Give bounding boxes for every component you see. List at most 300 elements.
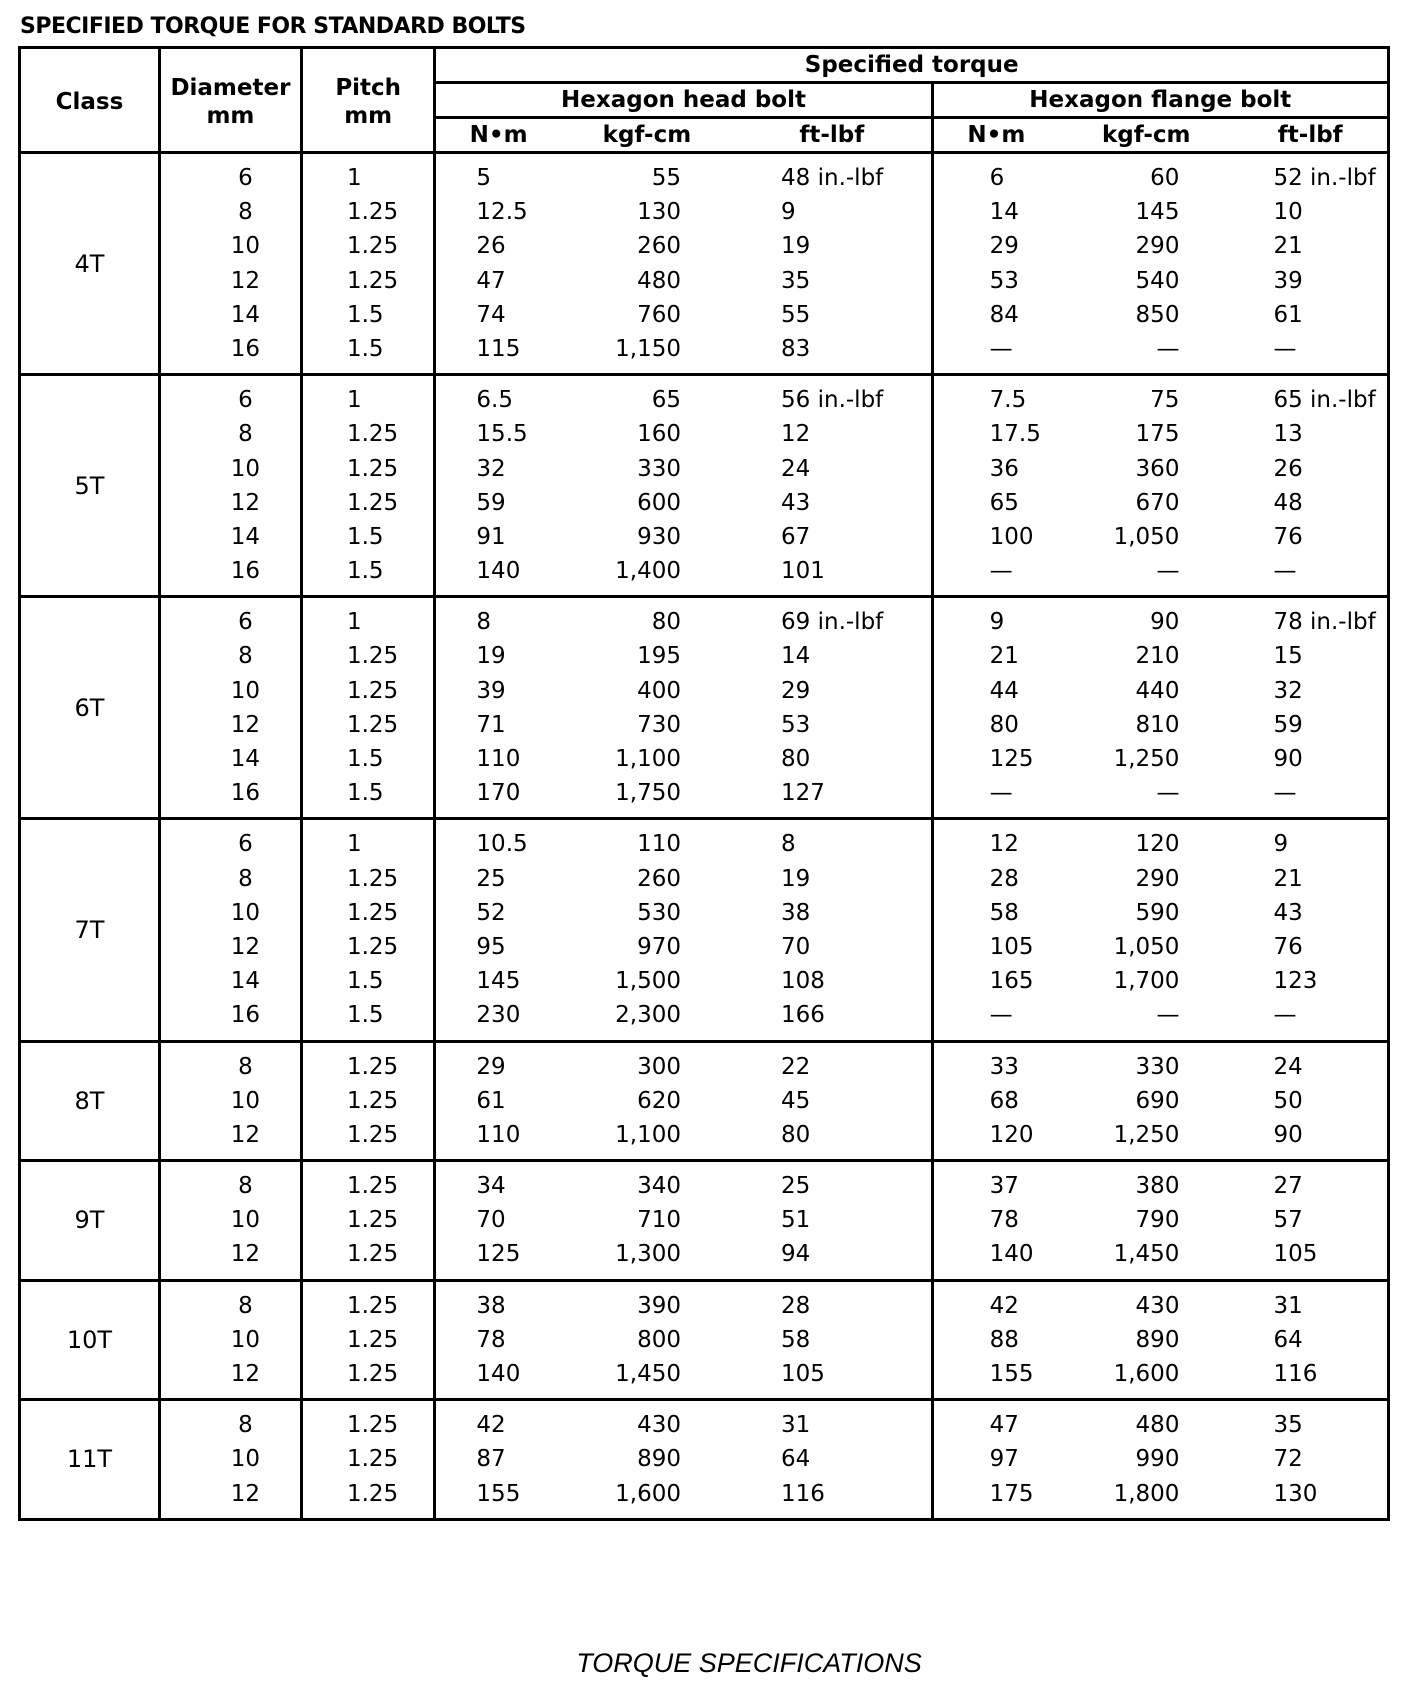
diameter-value: 6: [238, 609, 253, 636]
diameter-cell: [159, 1041, 301, 1161]
flange-nm-value: 58: [989, 899, 1019, 926]
head-nm-value: 140: [476, 1361, 521, 1387]
diameter-value: 16: [230, 335, 261, 362]
flange-ft-lbf-value: 65 in.-lbf: [1273, 387, 1376, 414]
class-cell: 9T: [20, 1161, 160, 1281]
header-hexagon-head-bolt: Hexagon head bolt: [435, 83, 932, 118]
flange-ft-lbf-value: 39: [1273, 267, 1303, 294]
head-ft-lbf-value: 101: [781, 558, 825, 585]
flange-nm-value: 9: [989, 609, 1005, 636]
pitch-value: 1: [346, 831, 362, 858]
flange-nm-value: —: [989, 1002, 1013, 1029]
flange-kgf-cm-value: 670: [1135, 489, 1180, 516]
pitch-value: 1.5: [346, 746, 384, 772]
flange-nm-cell: [932, 819, 1059, 1041]
flange-ft-lbf-value: 72: [1273, 1446, 1303, 1473]
head-nm-value: 140: [476, 558, 521, 585]
head-nm-value: 19: [476, 643, 506, 670]
diameter-value: 8: [238, 1292, 253, 1319]
head-kgf-cm-value: 890: [637, 1446, 682, 1473]
flange-kgf-cm-cell: [1059, 1041, 1233, 1161]
head-nm-value: 71: [476, 711, 506, 738]
flange-kgf-cm-value: 1,450: [1113, 1241, 1180, 1268]
head-nm-value: 32: [476, 455, 506, 482]
flange-kgf-cm-cell: [1059, 153, 1233, 375]
head-nm-cell: [435, 819, 561, 1041]
flange-ft-lbf-cell: [1233, 1041, 1388, 1161]
head-ft-lbf-value: 48 in.-lbf: [781, 165, 884, 191]
flange-ft-lbf-value: 64: [1273, 1326, 1303, 1353]
head-nm-cell: [435, 375, 561, 597]
head-nm-value: 91: [476, 523, 506, 550]
pitch-cell: [301, 153, 434, 375]
flange-nm-value: 21: [989, 643, 1019, 670]
pitch-value: 1.5: [346, 301, 384, 328]
head-ft-lbf-value: 56 in.-lbf: [781, 387, 884, 414]
head-kgf-cm-value: 1,400: [615, 558, 682, 585]
head-kgf-cm-value: 340: [637, 1173, 682, 1200]
head-nm-value: 78: [476, 1326, 506, 1353]
diameter-value: 8: [238, 643, 253, 670]
flange-ft-lbf-value: 61: [1273, 301, 1303, 328]
flange-nm-value: 29: [989, 233, 1019, 260]
diameter-value: 16: [230, 1002, 261, 1029]
pitch-value: 1.5: [346, 558, 384, 585]
table-row: [20, 1280, 1389, 1400]
pitch-cell: [301, 1400, 434, 1520]
diameter-cell: [159, 1280, 301, 1400]
flange-nm-cell: [932, 1041, 1059, 1161]
diameter-value: 10: [230, 233, 261, 260]
flange-nm-value: 140: [989, 1241, 1034, 1268]
head-kgf-cm-value: 2,300: [615, 1002, 682, 1029]
head-kgf-cm-value: 260: [637, 865, 682, 892]
head-nm-cell: [435, 1041, 561, 1161]
flange-nm-value: 44: [989, 677, 1019, 704]
flange-ft-lbf-cell: [1233, 153, 1388, 375]
flange-ft-lbf-value: —: [1273, 1002, 1297, 1029]
head-ft-lbf-value: 12: [781, 421, 811, 448]
diameter-value: 12: [230, 933, 261, 960]
head-ft-lbf-value: 64: [781, 1446, 811, 1473]
diameter-value: 10: [230, 1087, 261, 1114]
flange-nm-value: 84: [989, 301, 1019, 328]
flange-nm-value: 68: [989, 1087, 1019, 1114]
flange-nm-value: —: [989, 335, 1013, 362]
diameter-value: 8: [238, 1412, 253, 1439]
flange-kgf-cm-value: 790: [1135, 1207, 1180, 1234]
head-nm-cell: [435, 1400, 561, 1520]
head-kgf-cm-value: 1,500: [615, 968, 682, 995]
flange-kgf-cm-value: 1,050: [1113, 933, 1180, 960]
flange-nm-value: 7.5: [989, 387, 1027, 414]
flange-kgf-cm-value: 1,700: [1113, 968, 1180, 995]
head-nm-value: 230: [476, 1002, 521, 1029]
pitch-value: 1.5: [346, 1002, 384, 1029]
flange-kgf-cm-value: 1,250: [1113, 1121, 1180, 1148]
flange-ft-lbf-value: 76: [1273, 523, 1303, 550]
head-kgf-cm-value: 110: [637, 831, 682, 858]
head-ft-lbf-value: 116: [781, 1480, 825, 1507]
pitch-value: 1.25: [346, 1480, 399, 1507]
header-flange-nm: N•m: [932, 118, 1059, 153]
head-ft-lbf-value: 58: [781, 1326, 811, 1353]
head-ft-lbf-value: 51: [781, 1207, 811, 1234]
head-kgf-cm-cell: [561, 375, 733, 597]
head-kgf-cm-cell: [561, 153, 733, 375]
head-kgf-cm-value: 430: [637, 1412, 682, 1439]
class-cell: 5T: [20, 375, 160, 597]
table-row: [20, 1161, 1389, 1281]
flange-nm-value: 175: [989, 1480, 1034, 1507]
flange-ft-lbf-value: 50: [1273, 1087, 1303, 1114]
head-nm-value: 155: [476, 1480, 521, 1507]
head-ft-lbf-value: 9: [781, 199, 796, 226]
pitch-value: 1.25: [346, 421, 399, 448]
flange-kgf-cm-value: 380: [1135, 1173, 1180, 1200]
head-ft-lbf-cell: [733, 1041, 932, 1161]
flange-kgf-cm-cell: [1059, 819, 1233, 1041]
head-ft-lbf-value: 69 in.-lbf: [781, 609, 884, 636]
head-nm-value: 15.5: [476, 421, 528, 448]
flange-kgf-cm-cell: [1059, 1400, 1233, 1520]
flange-ft-lbf-value: 15: [1273, 643, 1303, 670]
flange-nm-cell: [932, 1280, 1059, 1400]
diameter-value: 6: [238, 387, 253, 414]
head-ft-lbf-value: 166: [781, 1002, 825, 1029]
head-ft-lbf-value: 28: [781, 1292, 811, 1319]
pitch-value: 1: [346, 165, 362, 191]
flange-ft-lbf-value: 9: [1273, 831, 1289, 858]
head-kgf-cm-value: 1,150: [615, 335, 682, 362]
head-nm-value: 110: [476, 1121, 521, 1148]
flange-ft-lbf-cell: [1233, 1280, 1388, 1400]
flange-kgf-cm-cell: [1059, 597, 1233, 819]
diameter-cell: [159, 375, 301, 597]
flange-ft-lbf-value: 48: [1273, 489, 1303, 516]
head-ft-lbf-value: 83: [781, 335, 811, 362]
pitch-value: 1.5: [346, 523, 384, 550]
flange-kgf-cm-value: 290: [1135, 865, 1180, 892]
head-kgf-cm-value: 1,450: [615, 1361, 682, 1387]
head-nm-cell: [435, 1280, 561, 1400]
head-nm-value: 87: [476, 1446, 506, 1473]
head-kgf-cm-cell: [561, 597, 733, 819]
flange-ft-lbf-value: 26: [1273, 455, 1303, 482]
flange-ft-lbf-value: 59: [1273, 711, 1303, 738]
head-kgf-cm-value: 730: [637, 711, 682, 738]
flange-ft-lbf-value: 43: [1273, 899, 1303, 926]
diameter-value: 12: [230, 711, 261, 738]
flange-nm-value: 165: [989, 968, 1034, 995]
diameter-value: 12: [230, 267, 261, 294]
table-row: [20, 1041, 1389, 1161]
pitch-cell: [301, 819, 434, 1041]
pitch-value: 1.25: [346, 711, 399, 738]
figure-caption: TORQUE SPECIFICATIONS: [576, 1648, 922, 1678]
flange-ft-lbf-value: 21: [1273, 865, 1303, 892]
head-ft-lbf-value: 24: [781, 455, 811, 482]
head-ft-lbf-value: 127: [781, 780, 825, 807]
flange-ft-lbf-value: 76: [1273, 933, 1303, 960]
head-nm-value: 47: [476, 267, 506, 294]
diameter-value: 6: [238, 831, 253, 858]
flange-kgf-cm-value: 440: [1135, 677, 1180, 704]
pitch-value: 1.25: [346, 1053, 399, 1080]
diameter-value: 8: [238, 1053, 253, 1080]
flange-nm-value: 53: [989, 267, 1019, 294]
flange-nm-value: 17.5: [989, 421, 1041, 448]
pitch-value: 1: [346, 609, 362, 636]
flange-kgf-cm-cell: [1059, 1280, 1233, 1400]
flange-kgf-cm-value: 1,250: [1113, 746, 1180, 772]
flange-nm-value: 28: [989, 865, 1019, 892]
flange-kgf-cm-value: 210: [1135, 643, 1180, 670]
header-class: [20, 48, 160, 153]
head-ft-lbf-value: 94: [781, 1241, 811, 1268]
pitch-cell: [301, 1041, 434, 1161]
header-pitch-unit: mm: [344, 103, 393, 129]
pitch-value: 1.25: [346, 1121, 399, 1148]
diameter-value: 6: [238, 165, 253, 191]
head-ft-lbf-value: 67: [781, 523, 811, 550]
diameter-value: 16: [230, 780, 261, 807]
head-kgf-cm-value: 930: [637, 523, 682, 550]
class-cell: 4T: [20, 153, 160, 375]
diameter-value: 12: [230, 1480, 261, 1507]
flange-kgf-cm-value: —: [1156, 1002, 1180, 1029]
pitch-cell: [301, 1161, 434, 1281]
flange-kgf-cm-value: 330: [1135, 1053, 1180, 1080]
flange-kgf-cm-value: 430: [1135, 1292, 1180, 1319]
flange-ft-lbf-value: 57: [1273, 1207, 1303, 1234]
flange-ft-lbf-value: 78 in.-lbf: [1273, 609, 1376, 636]
pitch-value: 1.25: [346, 1446, 399, 1473]
pitch-value: 1.25: [346, 899, 399, 926]
flange-kgf-cm-value: 145: [1135, 199, 1180, 226]
pitch-value: 1.25: [346, 677, 399, 704]
head-ft-lbf-value: 108: [781, 968, 825, 995]
head-ft-lbf-cell: [733, 1161, 932, 1281]
flange-ft-lbf-value: 52 in.-lbf: [1273, 165, 1376, 191]
head-kgf-cm-value: 65: [651, 387, 682, 414]
pitch-value: 1.25: [346, 643, 399, 670]
diameter-value: 10: [230, 677, 261, 704]
flange-nm-value: 33: [989, 1053, 1019, 1080]
head-nm-cell: [435, 597, 561, 819]
flange-kgf-cm-value: —: [1156, 780, 1180, 807]
head-nm-value: 61: [476, 1087, 506, 1114]
flange-kgf-cm-value: 810: [1135, 711, 1180, 738]
head-nm-value: 6.5: [476, 387, 513, 414]
head-kgf-cm-value: 480: [637, 267, 682, 294]
head-kgf-cm-cell: [561, 1161, 733, 1281]
head-kgf-cm-cell: [561, 1280, 733, 1400]
flange-kgf-cm-value: 120: [1135, 831, 1180, 858]
head-kgf-cm-value: 130: [637, 199, 682, 226]
header-head-kgf-cm: kgf-cm: [561, 118, 733, 153]
table-row: [20, 819, 1389, 1041]
head-ft-lbf-value: 45: [781, 1087, 811, 1114]
head-ft-lbf-value: 53: [781, 711, 811, 738]
pitch-value: 1.25: [346, 1292, 399, 1319]
header-hexagon-flange-bolt: Hexagon flange bolt: [932, 83, 1388, 118]
header-diameter-label: Diameter: [170, 75, 291, 101]
flange-kgf-cm-value: 90: [1150, 609, 1180, 636]
diameter-cell: [159, 1161, 301, 1281]
flange-nm-value: 47: [989, 1412, 1019, 1439]
head-nm-value: 38: [476, 1292, 506, 1319]
flange-kgf-cm-value: 690: [1135, 1087, 1180, 1114]
head-nm-value: 34: [476, 1173, 506, 1200]
pitch-value: 1.5: [346, 780, 384, 807]
pitch-value: 1.25: [346, 1241, 399, 1268]
flange-kgf-cm-value: 175: [1135, 421, 1180, 448]
head-kgf-cm-value: 760: [637, 301, 682, 328]
head-kgf-cm-value: 260: [637, 233, 682, 260]
flange-ft-lbf-value: —: [1273, 558, 1297, 585]
flange-ft-lbf-cell: [1233, 1400, 1388, 1520]
flange-ft-lbf-value: —: [1273, 780, 1297, 807]
head-nm-value: 25: [476, 865, 506, 892]
head-ft-lbf-value: 35: [781, 267, 811, 294]
head-ft-lbf-value: 19: [781, 233, 811, 260]
diameter-value: 16: [230, 558, 261, 585]
diameter-value: 8: [238, 421, 253, 448]
header-flange-kgf-cm: kgf-cm: [1059, 118, 1233, 153]
head-nm-value: 125: [476, 1241, 521, 1268]
pitch-value: 1.25: [346, 1207, 399, 1234]
flange-nm-cell: [932, 375, 1059, 597]
pitch-value: 1.25: [346, 1173, 399, 1200]
head-ft-lbf-value: 14: [781, 643, 811, 670]
table-row: [20, 1400, 1389, 1520]
flange-ft-lbf-cell: [1233, 819, 1388, 1041]
flange-ft-lbf-cell: [1233, 375, 1388, 597]
diameter-value: 12: [230, 1121, 261, 1148]
diameter-value: 8: [238, 865, 253, 892]
flange-nm-value: —: [989, 558, 1013, 585]
flange-ft-lbf-value: 123: [1273, 968, 1318, 995]
flange-ft-lbf-value: 13: [1273, 421, 1303, 448]
flange-nm-value: 65: [989, 489, 1019, 516]
pitch-value: 1.25: [346, 933, 399, 960]
diameter-value: 14: [230, 968, 261, 995]
class-cell: 8T: [20, 1041, 160, 1161]
flange-nm-value: 105: [989, 933, 1034, 960]
head-nm-value: 39: [476, 677, 506, 704]
page-title: SPECIFIED TORQUE FOR STANDARD BOLTS: [20, 14, 526, 39]
flange-nm-value: 80: [989, 711, 1019, 738]
pitch-value: 1.25: [346, 267, 399, 294]
header-class-label: Class: [55, 89, 124, 115]
pitch-value: 1.25: [346, 489, 399, 516]
head-ft-lbf-value: 80: [781, 746, 811, 772]
flange-kgf-cm-value: 850: [1135, 301, 1180, 328]
head-ft-lbf-value: 55: [781, 301, 811, 328]
flange-kgf-cm-value: 990: [1135, 1446, 1180, 1473]
flange-nm-value: 88: [989, 1326, 1019, 1353]
head-kgf-cm-value: 530: [637, 899, 682, 926]
head-ft-lbf-cell: [733, 1400, 932, 1520]
head-ft-lbf-cell: [733, 597, 932, 819]
table-body: [20, 153, 1389, 1520]
flange-kgf-cm-value: 1,600: [1113, 1361, 1180, 1387]
head-kgf-cm-value: 390: [637, 1292, 682, 1319]
pitch-value: 1.25: [346, 233, 399, 260]
flange-nm-value: 155: [989, 1361, 1034, 1387]
diameter-cell: [159, 597, 301, 819]
head-kgf-cm-value: 1,600: [615, 1480, 682, 1507]
pitch-value: 1.5: [346, 335, 384, 362]
head-nm-cell: [435, 1161, 561, 1281]
head-ft-lbf-value: 22: [781, 1053, 811, 1080]
head-nm-value: 59: [476, 489, 506, 516]
diameter-value: 12: [230, 1361, 261, 1387]
flange-ft-lbf-value: 35: [1273, 1412, 1303, 1439]
pitch-value: 1.5: [346, 968, 384, 995]
flange-kgf-cm-value: 75: [1150, 387, 1180, 414]
flange-kgf-cm-value: 890: [1135, 1326, 1180, 1353]
head-nm-value: 70: [476, 1207, 506, 1234]
flange-ft-lbf-value: 31: [1273, 1292, 1303, 1319]
flange-ft-lbf-value: 24: [1273, 1053, 1303, 1080]
head-kgf-cm-value: 620: [637, 1087, 682, 1114]
head-nm-value: 8: [476, 609, 492, 636]
flange-kgf-cm-value: 540: [1135, 267, 1180, 294]
head-nm-value: 26: [476, 233, 506, 260]
class-cell: 11T: [20, 1400, 160, 1520]
head-nm-value: 95: [476, 933, 506, 960]
flange-nm-value: 78: [989, 1207, 1019, 1234]
head-kgf-cm-value: 600: [637, 489, 682, 516]
head-kgf-cm-cell: [561, 819, 733, 1041]
diameter-value: 12: [230, 1241, 261, 1268]
flange-nm-value: 12: [989, 831, 1019, 858]
flange-kgf-cm-cell: [1059, 375, 1233, 597]
flange-nm-value: 125: [989, 746, 1034, 772]
flange-kgf-cm-value: 1,800: [1113, 1480, 1180, 1507]
flange-ft-lbf-value: 130: [1273, 1480, 1318, 1507]
head-kgf-cm-value: 55: [651, 165, 682, 191]
head-nm-value: 170: [476, 780, 521, 807]
head-nm-value: 52: [476, 899, 506, 926]
head-kgf-cm-value: 1,300: [615, 1241, 682, 1268]
flange-nm-value: 42: [989, 1292, 1019, 1319]
head-kgf-cm-value: 300: [637, 1053, 682, 1080]
diameter-value: 10: [230, 1446, 261, 1473]
class-cell: 7T: [20, 819, 160, 1041]
flange-nm-value: 36: [989, 455, 1019, 482]
head-kgf-cm-value: 1,100: [615, 746, 682, 772]
head-ft-lbf-cell: [733, 153, 932, 375]
head-ft-lbf-value: 8: [781, 831, 796, 858]
pitch-value: 1.25: [346, 455, 399, 482]
flange-nm-value: 14: [989, 199, 1019, 226]
flange-ft-lbf-value: 27: [1273, 1173, 1303, 1200]
diameter-value: 8: [238, 199, 253, 226]
flange-ft-lbf-cell: [1233, 1161, 1388, 1281]
diameter-value: 10: [230, 1207, 261, 1234]
table-row: [20, 375, 1389, 597]
pitch-cell: [301, 1280, 434, 1400]
flange-nm-value: —: [989, 780, 1013, 807]
diameter-value: 12: [230, 489, 261, 516]
head-ft-lbf-cell: [733, 375, 932, 597]
diameter-value: 14: [230, 301, 261, 328]
header-head-nm: N•m: [435, 118, 561, 153]
flange-nm-cell: [932, 1400, 1059, 1520]
